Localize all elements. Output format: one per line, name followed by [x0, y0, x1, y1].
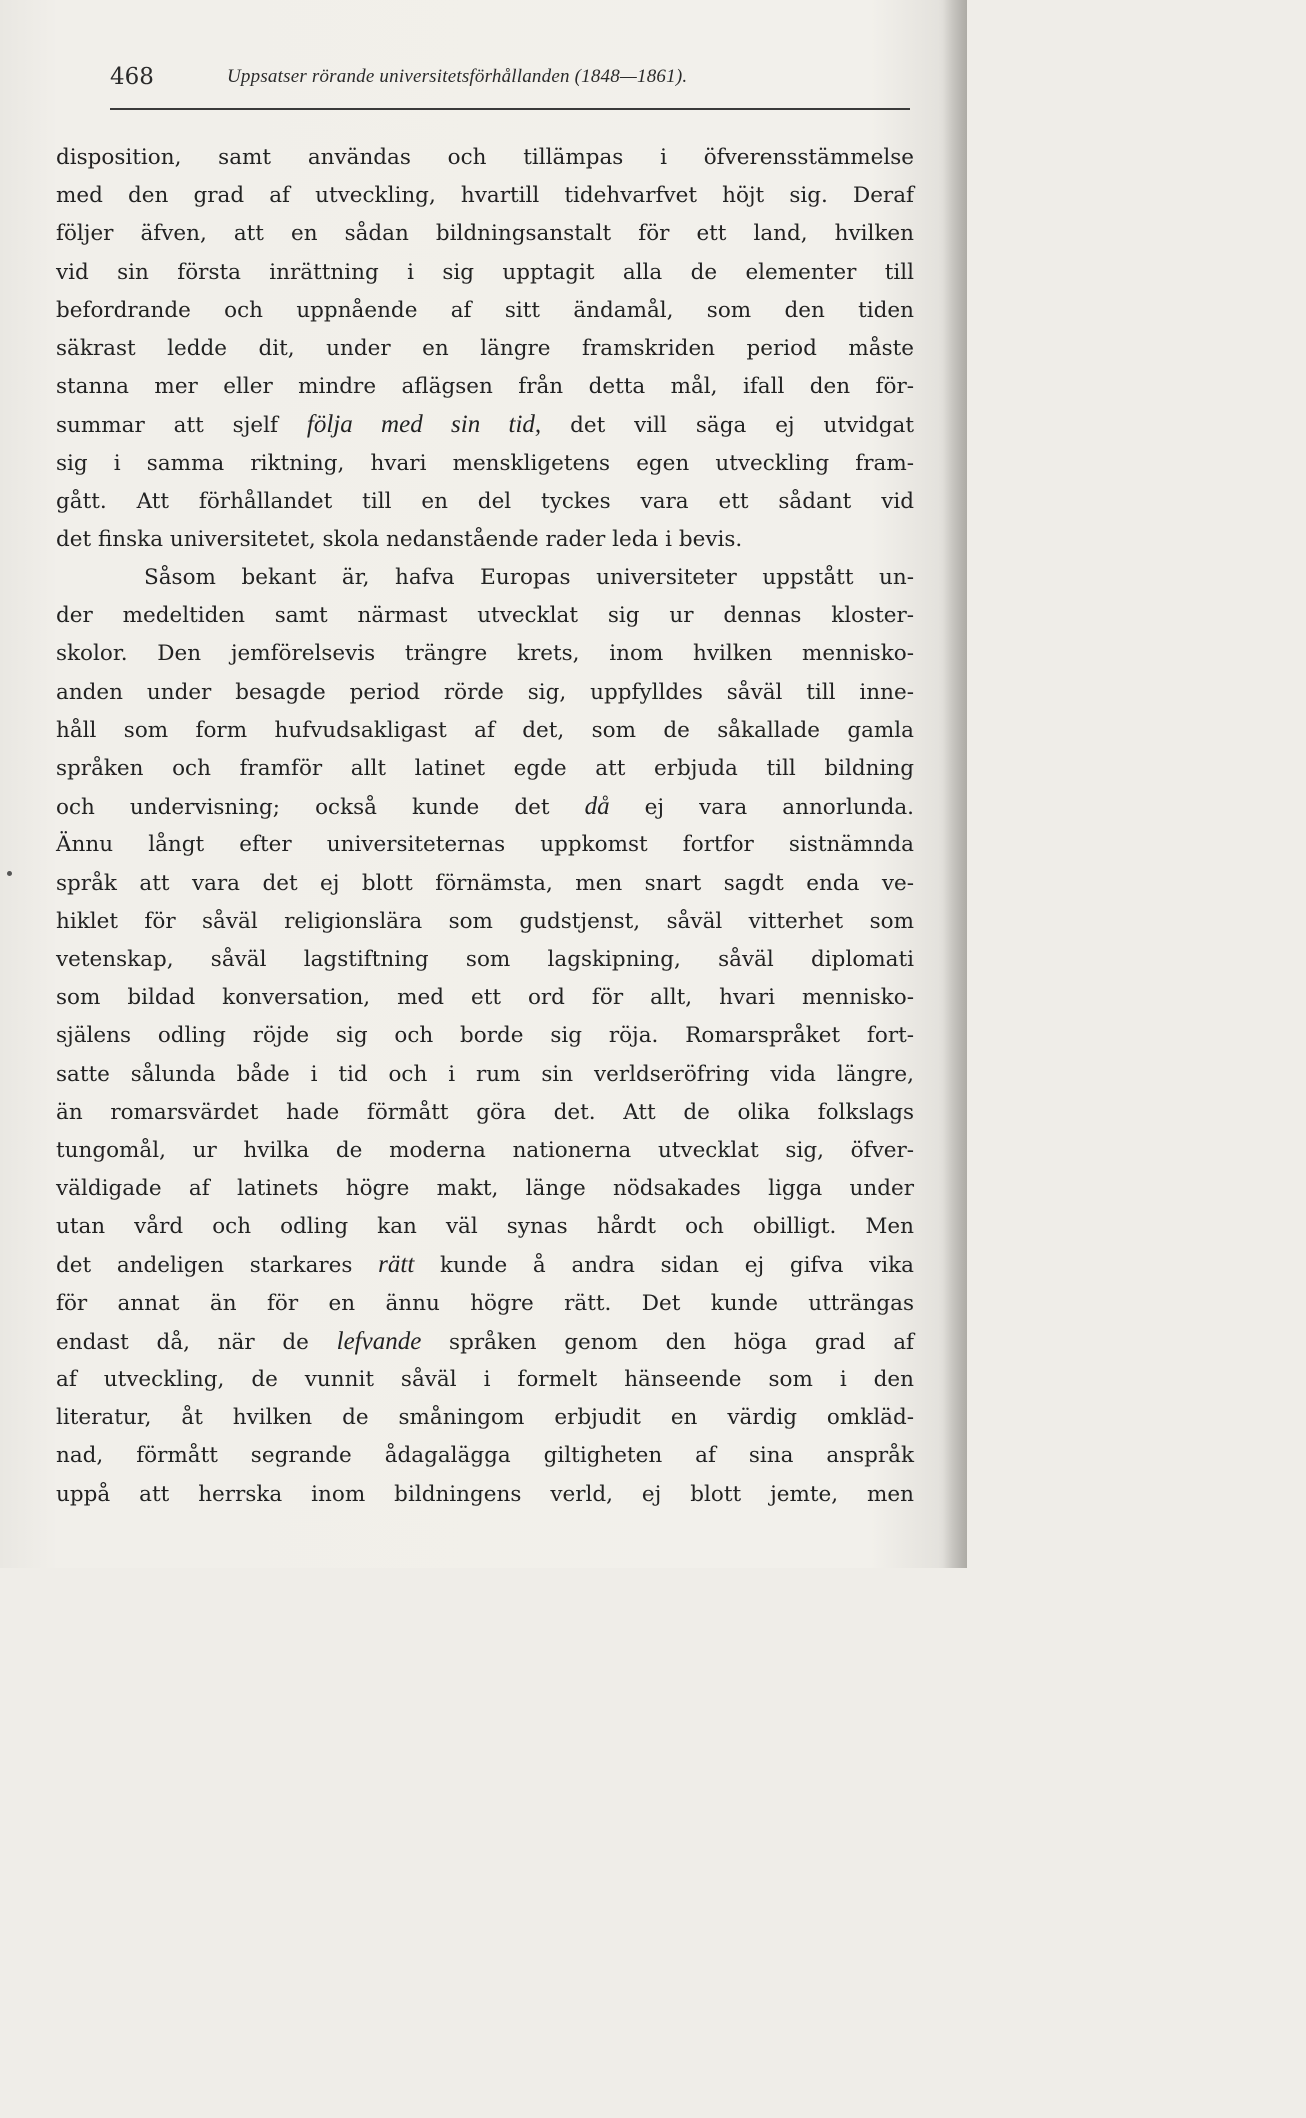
text-line: det finska universitetet, skola nedanstående rader leda i bevis.: [56, 526, 743, 552]
text-line: skolor. Den jemförelsevis trängre krets, inom hvilken mennisko-: [56, 641, 914, 667]
margin-mark: [7, 871, 12, 876]
text-line: literatur, åt hvilken de småningom erbjudit en värdig omkläd-: [56, 1405, 914, 1431]
text-line: tungomål, ur hvilka de moderna nationerna utvecklat sig, öfver-: [56, 1137, 914, 1163]
text-line: uppå att herrska inom bildningens verld, ej blott jemte, men: [56, 1481, 914, 1507]
text-line: endast då, när de lefvande språken genom den höga grad af: [56, 1327, 914, 1355]
text-line: språk att vara det ej blott förnämsta, men snart sagdt enda ve-: [56, 870, 914, 896]
text-line: disposition, samt användas och tillämpas i öfverensstämmelse: [56, 145, 914, 170]
text-line: befordrande och uppnående af sitt ändamål, som den tiden: [56, 297, 914, 323]
text-line: hiklet för såväl religionslära som gudstjenst, såväl vitterhet som: [56, 908, 914, 934]
text-line: det andeligen starkares rätt kunde å andra sidan ej gifva vika: [56, 1251, 914, 1279]
text-line: stanna mer eller mindre aflägsen från detta mål, ifall den för-: [56, 374, 914, 400]
text-line: sig i samma riktning, hvari menskligetens egen utveckling fram-: [56, 450, 914, 476]
text-line: vetenskap, såväl lagstiftning som lagskipning, såväl diplomati: [56, 946, 914, 972]
text-line: der medeltiden samt närmast utvecklat sig ur dennas kloster-: [56, 603, 914, 629]
running-title: Uppsatser rörande universitetsförhållanden (1848—1861).: [227, 66, 688, 87]
text-line: Såsom bekant är, hafva Europas universiteter uppstått un-: [144, 565, 914, 591]
text-line: satte sålunda både i tid och i rum sin verldseröfring vida längre,: [56, 1061, 914, 1087]
text-line: som bildad konversation, med ett ord för allt, hvari mennisko-: [56, 985, 914, 1011]
body-text: [56, 139, 914, 1514]
text-line: summar att sjelf följa med sin tid, det vill säga ej utvidgat: [56, 411, 915, 439]
emphasis: rätt: [378, 1251, 415, 1279]
text-line: än romarsvärdet hade förmått göra det. Att de olika folkslags: [56, 1099, 914, 1125]
text-line: och undervisning; också kunde det då ej vara annorlunda.: [56, 793, 915, 821]
text-line: för annat än för en ännu högre rätt. Det kunde utträngas: [56, 1290, 914, 1316]
text-line: själens odling röjde sig och borde sig röja. Romarspråket fort-: [56, 1023, 914, 1049]
text-line: vid sin första inrättning i sig upptagit alla de elementer till: [56, 259, 914, 285]
page-header: [110, 64, 910, 94]
text-line: nad, förmått segrande ådagalägga giltigheten af sina anspråk: [56, 1443, 914, 1469]
emphasis: lefvande: [336, 1327, 422, 1355]
text-line: anden under besagde period rörde sig, uppfylldes såväl till inne-: [56, 679, 914, 705]
text-line: följer äfven, att en sådan bildningsanstalt för ett land, hvilken: [56, 221, 914, 247]
page-number: 468: [110, 64, 154, 90]
text-line: säkrast ledde dit, under en längre framskriden period måste: [56, 335, 914, 361]
header-rule: [110, 108, 910, 110]
text-line: Ännu långt efter universiteternas uppkomst fortfor sistnämnda: [56, 832, 914, 858]
text-line: språken och framför allt latinet egde att erbjuda till bildning: [56, 756, 914, 781]
text-line: håll som form hufvudsakligast af det, som de såkallade gamla: [56, 717, 914, 743]
page-gutter-shadow: [943, 0, 967, 1568]
emphasis: följa med sin tid,: [306, 411, 542, 439]
text-line: af utveckling, de vunnit såväl i formelt hänseende som i den: [56, 1367, 914, 1392]
text-line: väldigade af latinets högre makt, länge nödsakades ligga under: [56, 1176, 914, 1202]
text-line: med den grad af utveckling, hvartill tidehvarfvet höjt sig. Deraf: [56, 183, 914, 209]
emphasis: då: [584, 793, 610, 821]
text-line: utan vård och odling kan väl synas hårdt och obilligt. Men: [56, 1214, 914, 1240]
text-line: gått. Att förhållandet till en del tyckes vara ett sådant vid: [56, 488, 914, 514]
